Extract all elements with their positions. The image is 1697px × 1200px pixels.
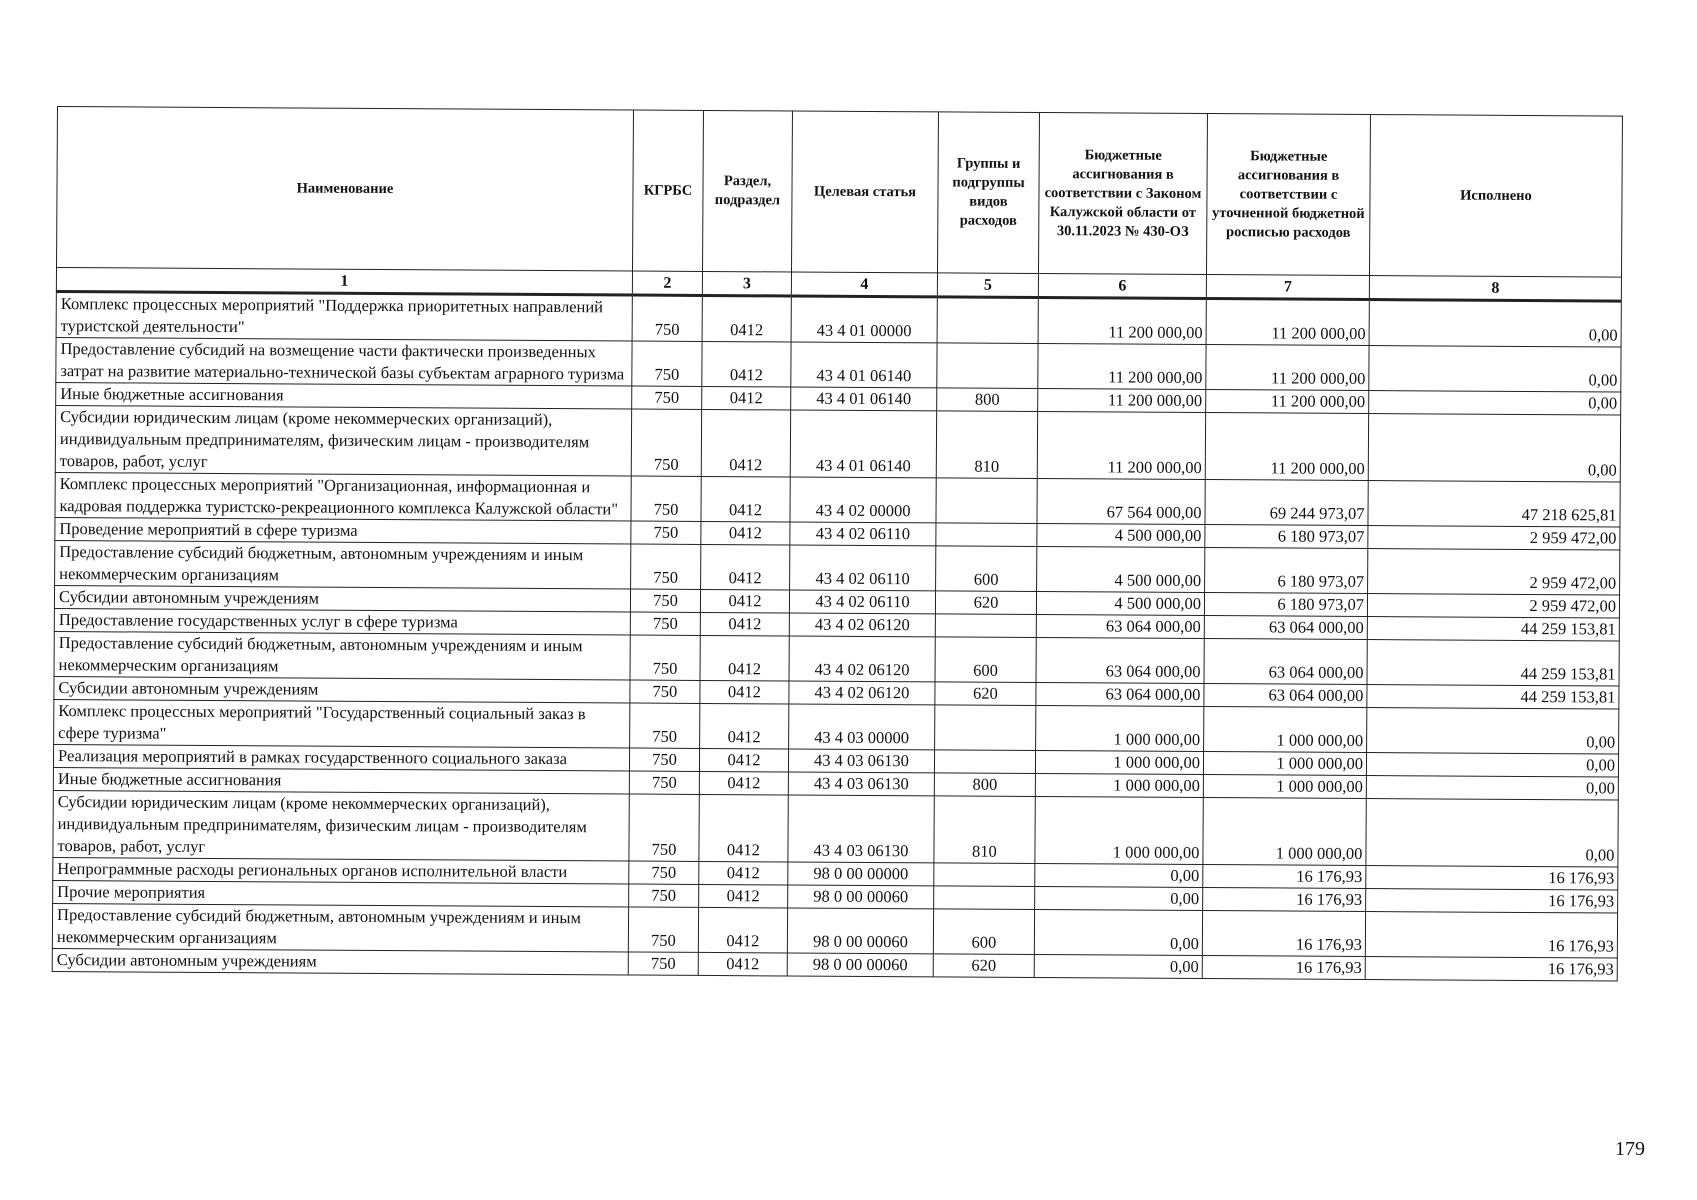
budget-table <box>52 106 1623 982</box>
row-refined-amount: 1 000 000,00 <box>1203 775 1366 799</box>
row-executed-amount: 16 176,93 <box>1365 912 1617 959</box>
row-target-article: 98 0 00 00000 <box>788 862 934 886</box>
row-name: Субсидии юридическим лицам (кроме некоммерческих организаций), индивидуальным предпринимателям, физическим лицам - производителям товаров, работ, услуг <box>53 790 629 861</box>
row-section: 0412 <box>702 341 791 387</box>
row-executed-amount: 0,00 <box>1368 414 1620 483</box>
row-name: Реализация мероприятий в рамках государственного социального заказа <box>53 744 629 771</box>
header-executed: Исполнено <box>1369 115 1622 278</box>
row-refined-amount: 16 176,93 <box>1203 888 1366 912</box>
row-section: 0412 <box>698 907 787 953</box>
row-refined-amount: 6 180 973,07 <box>1204 593 1367 617</box>
row-approved-amount: 0,00 <box>1034 954 1202 978</box>
row-kgrbs: 750 <box>629 861 699 884</box>
row-name: Прочие мероприятия <box>53 880 629 907</box>
row-executed-amount: 0,00 <box>1366 776 1618 801</box>
row-kgrbs: 750 <box>632 295 702 341</box>
row-section: 0412 <box>701 544 790 590</box>
row-executed-amount: 0,00 <box>1366 799 1618 868</box>
row-section: 0412 <box>701 476 790 522</box>
row-executed-amount: 16 176,93 <box>1366 866 1618 891</box>
row-expense-group <box>935 614 1036 638</box>
table-row <box>53 790 1618 867</box>
row-expense-group: 800 <box>937 388 1038 412</box>
row-approved-amount: 63 064 000,00 <box>1036 682 1204 706</box>
row-approved-amount: 1 000 000,00 <box>1035 750 1203 774</box>
row-executed-amount: 0,00 <box>1369 300 1621 348</box>
row-target-article: 43 4 02 06120 <box>789 613 935 637</box>
row-section: 0412 <box>699 861 788 885</box>
row-name: Иные бюджетные ассигнования <box>53 767 629 794</box>
row-name: Субсидии автономным учреждениям <box>54 676 630 703</box>
row-refined-amount: 1 000 000,00 <box>1203 752 1366 776</box>
row-target-article: 43 4 01 06140 <box>790 410 936 478</box>
row-expense-group: 620 <box>935 591 1036 615</box>
row-name: Субсидии автономным учреждениям <box>52 948 628 975</box>
row-approved-amount: 4 500 000,00 <box>1037 546 1205 592</box>
row-expense-group: 620 <box>935 682 1036 706</box>
row-approved-amount: 63 064 000,00 <box>1036 614 1204 638</box>
column-number: 6 <box>1038 273 1206 298</box>
header-approved-allocations: Бюджетные ассигнования в соответствии с Законом Калужской области от 30.11.2023 № 430-ОЗ <box>1038 113 1207 275</box>
row-kgrbs: 750 <box>630 635 700 680</box>
row-approved-amount: 4 500 000,00 <box>1037 523 1205 547</box>
row-kgrbs: 750 <box>631 521 701 544</box>
row-kgrbs: 750 <box>628 952 698 975</box>
column-number: 3 <box>702 271 791 296</box>
row-section: 0412 <box>701 409 790 477</box>
row-refined-amount: 11 200 000,00 <box>1206 345 1369 391</box>
row-approved-amount: 0,00 <box>1035 886 1203 910</box>
row-approved-amount: 11 200 000,00 <box>1038 388 1206 412</box>
row-target-article: 43 4 01 06140 <box>791 387 937 411</box>
row-name: Комплекс процессных мероприятий "Поддержка приоритетных направлений туристской деятельности" <box>56 291 632 341</box>
row-executed-amount: 0,00 <box>1369 391 1621 416</box>
row-name: Проведение мероприятий в сфере туризма <box>55 517 631 544</box>
row-target-article: 43 4 02 00000 <box>790 477 936 523</box>
row-expense-group <box>935 705 1036 751</box>
row-approved-amount: 4 500 000,00 <box>1036 591 1204 615</box>
table-header <box>56 107 1622 302</box>
column-number: 7 <box>1206 275 1369 300</box>
row-approved-amount: 1 000 000,00 <box>1035 773 1203 797</box>
row-approved-amount: 0,00 <box>1034 909 1202 955</box>
row-approved-amount: 11 200 000,00 <box>1037 411 1205 479</box>
column-number: 1 <box>56 268 632 296</box>
row-section: 0412 <box>700 589 789 613</box>
row-refined-amount: 16 176,93 <box>1203 865 1366 889</box>
row-section: 0412 <box>699 884 788 908</box>
row-kgrbs: 750 <box>630 703 700 748</box>
row-name: Субсидии юридическим лицам (кроме некоммерческих организаций), индивидуальным предпринимателям, физическим лицам - производителям товаров, работ, услуг <box>55 405 631 476</box>
row-kgrbs: 750 <box>631 409 701 476</box>
row-target-article: 98 0 00 00060 <box>787 953 933 977</box>
budget-table-sheet <box>52 106 1622 982</box>
row-approved-amount: 11 200 000,00 <box>1038 297 1206 344</box>
row-name: Субсидии автономным учреждениям <box>54 585 630 612</box>
row-target-article: 43 4 01 00000 <box>791 296 937 343</box>
row-kgrbs: 750 <box>631 544 701 589</box>
row-expense-group <box>934 886 1035 910</box>
row-expense-group: 600 <box>936 546 1037 592</box>
row-expense-group <box>934 750 1035 774</box>
row-expense-group: 620 <box>933 954 1034 978</box>
row-expense-group <box>936 523 1037 547</box>
row-refined-amount: 16 176,93 <box>1202 956 1365 980</box>
row-executed-amount: 0,00 <box>1366 753 1618 778</box>
page-number: 179 <box>1615 1138 1645 1160</box>
row-kgrbs: 750 <box>630 589 700 612</box>
header-kgrbs: КГРБС <box>633 110 704 271</box>
row-executed-amount: 16 176,93 <box>1366 889 1618 914</box>
row-target-article: 43 4 02 06120 <box>789 681 935 705</box>
row-name: Предоставление субсидий бюджетным, автономным учреждениям и иным некоммерческим организациям <box>54 631 630 680</box>
row-expense-group <box>934 863 1035 887</box>
column-number: 8 <box>1369 276 1621 302</box>
row-target-article: 98 0 00 00060 <box>787 908 933 954</box>
row-section: 0412 <box>700 612 789 636</box>
row-section: 0412 <box>698 952 787 976</box>
row-target-article: 43 4 03 00000 <box>789 704 935 750</box>
row-executed-amount: 0,00 <box>1369 346 1621 393</box>
header-section: Раздел, подраздел <box>703 110 793 272</box>
row-kgrbs: 750 <box>632 341 702 386</box>
table-row <box>55 405 1620 482</box>
row-refined-amount: 16 176,93 <box>1202 911 1365 957</box>
row-expense-group: 800 <box>934 773 1035 797</box>
row-executed-amount: 47 218 625,81 <box>1368 481 1620 528</box>
row-refined-amount: 1 000 000,00 <box>1203 798 1366 866</box>
row-target-article: 43 4 03 06130 <box>788 749 934 773</box>
row-executed-amount: 2 959 472,00 <box>1368 549 1620 596</box>
row-executed-amount: 0,00 <box>1367 708 1619 755</box>
row-approved-amount: 63 064 000,00 <box>1036 637 1204 683</box>
row-name: Предоставление субсидий на возмещение части фактически произведенных затрат на развитие материально-технической базы субъектам аграрного туризма <box>56 337 632 386</box>
row-kgrbs: 750 <box>630 612 700 635</box>
header-expense-groups: Группы и подгруппы видов расходов <box>937 112 1039 274</box>
row-target-article: 43 4 02 06110 <box>789 590 935 614</box>
row-refined-amount: 69 244 973,07 <box>1205 480 1368 526</box>
table-body <box>52 291 1621 981</box>
row-name: Предоставление субсидий бюджетным, автономным учреждениям и иным некоммерческим организациям <box>52 903 628 952</box>
row-expense-group: 600 <box>933 909 1034 955</box>
row-section: 0412 <box>700 703 789 749</box>
row-refined-amount: 6 180 973,07 <box>1205 548 1368 594</box>
row-target-article: 43 4 03 06130 <box>788 772 934 796</box>
header-name: Наименование <box>57 107 634 272</box>
row-name: Иные бюджетные ассигнования <box>56 382 632 409</box>
row-refined-amount: 11 200 000,00 <box>1206 390 1369 414</box>
row-refined-amount: 63 064 000,00 <box>1204 639 1367 685</box>
row-kgrbs: 750 <box>629 771 699 794</box>
row-name: Предоставление государственных услуг в сфере туризма <box>54 608 630 635</box>
row-approved-amount: 0,00 <box>1035 863 1203 887</box>
row-refined-amount: 11 200 000,00 <box>1205 413 1368 481</box>
row-refined-amount: 1 000 000,00 <box>1204 707 1367 753</box>
row-section: 0412 <box>699 748 788 772</box>
row-refined-amount: 63 064 000,00 <box>1204 616 1367 640</box>
row-kgrbs: 750 <box>632 386 702 409</box>
row-executed-amount: 16 176,93 <box>1365 957 1617 982</box>
row-expense-group <box>936 478 1037 524</box>
row-expense-group: 810 <box>936 411 1037 479</box>
column-number: 4 <box>791 272 937 297</box>
column-number: 5 <box>937 273 1038 298</box>
row-section: 0412 <box>701 521 790 545</box>
row-target-article: 43 4 02 06120 <box>789 636 935 682</box>
row-name: Комплекс процессных мероприятий "Государственный социальный заказ в сфере туризма" <box>54 699 630 748</box>
row-refined-amount: 11 200 000,00 <box>1206 299 1369 346</box>
row-kgrbs: 750 <box>629 748 699 771</box>
row-section: 0412 <box>700 680 789 704</box>
row-kgrbs: 750 <box>629 884 699 907</box>
row-expense-group: 810 <box>934 796 1035 864</box>
row-executed-amount: 44 259 153,81 <box>1367 640 1619 687</box>
row-approved-amount: 67 564 000,00 <box>1037 478 1205 524</box>
row-executed-amount: 2 959 472,00 <box>1367 594 1619 619</box>
row-executed-amount: 2 959 472,00 <box>1368 526 1620 551</box>
row-target-article: 43 4 02 06110 <box>790 522 936 546</box>
row-section: 0412 <box>702 386 791 410</box>
row-refined-amount: 63 064 000,00 <box>1204 684 1367 708</box>
row-approved-amount: 11 200 000,00 <box>1038 343 1206 389</box>
row-name: Непрограммные расходы региональных органов исполнительной власти <box>53 857 629 884</box>
row-expense-group: 600 <box>935 637 1036 683</box>
row-refined-amount: 6 180 973,07 <box>1205 525 1368 549</box>
header-refined-allocations: Бюджетные ассигнования в соответствии с уточненной бюджетной росписью расходов <box>1206 114 1370 276</box>
row-executed-amount: 44 259 153,81 <box>1367 617 1619 642</box>
row-name: Предоставление субсидий бюджетным, автономным учреждениям и иным некоммерческим организациям <box>55 540 631 589</box>
row-target-article: 43 4 02 06110 <box>790 545 936 591</box>
row-approved-amount: 1 000 000,00 <box>1035 796 1203 864</box>
row-target-article: 43 4 01 06140 <box>791 342 937 388</box>
row-kgrbs: 750 <box>629 794 699 861</box>
header-target-article: Целевая статья <box>791 111 938 273</box>
row-target-article: 98 0 00 00060 <box>788 885 934 909</box>
column-number: 2 <box>632 271 702 295</box>
row-expense-group <box>937 297 1038 344</box>
row-section: 0412 <box>700 635 789 681</box>
row-name: Комплекс процессных мероприятий "Организационная, информационная и кадровая поддержка туристско-рекреационного комплекса Калужской области" <box>55 472 631 521</box>
row-kgrbs: 750 <box>628 907 698 952</box>
row-kgrbs: 750 <box>631 476 701 521</box>
row-section: 0412 <box>702 295 791 342</box>
row-target-article: 43 4 03 06130 <box>788 795 934 863</box>
row-kgrbs: 750 <box>630 680 700 703</box>
row-executed-amount: 44 259 153,81 <box>1367 685 1619 710</box>
row-expense-group <box>937 343 1038 389</box>
row-approved-amount: 1 000 000,00 <box>1036 705 1204 751</box>
row-section: 0412 <box>699 794 788 862</box>
row-section: 0412 <box>699 771 788 795</box>
